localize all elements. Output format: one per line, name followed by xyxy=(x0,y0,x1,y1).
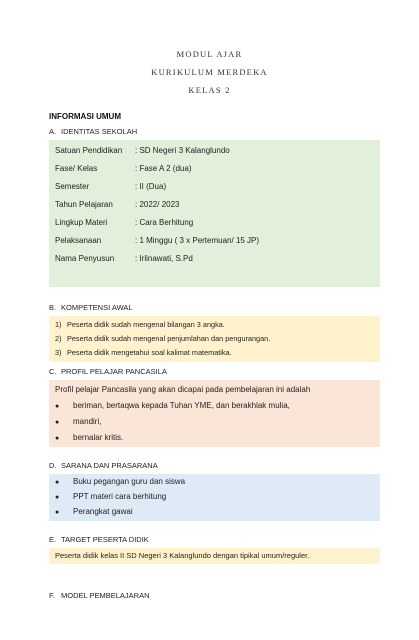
identity-value: : II (Dua) xyxy=(135,182,167,191)
list-number: 1) xyxy=(55,320,62,329)
section-d-heading xyxy=(49,461,158,470)
bullet-icon: ● xyxy=(55,419,60,426)
identity-key: Tahun Pelajaran xyxy=(55,200,113,209)
list-item xyxy=(55,318,380,332)
list-text: Peserta didik mengetahui soal kalimat matematika. xyxy=(67,348,232,357)
list-text: Perangkat gawai xyxy=(73,507,133,516)
section-c-heading xyxy=(49,367,167,376)
list-text: bernalar kritis. xyxy=(73,433,124,442)
title-line-3: KELAS 2 xyxy=(188,85,231,95)
list-text: Peserta didik sudah mengenal penjumlahan dan pengurangan. xyxy=(67,334,271,343)
identity-row xyxy=(49,250,380,268)
list-number: 3) xyxy=(55,348,62,357)
list-item xyxy=(55,332,380,346)
section-f-heading xyxy=(49,591,150,600)
list-item xyxy=(55,504,380,519)
document-title xyxy=(0,45,419,99)
identity-row xyxy=(49,178,380,196)
section-f-title: MODEL PEMBELAJARAN xyxy=(61,591,150,600)
list-item xyxy=(55,398,380,414)
list-text: beriman, bertaqwa kepada Tuhan YME, dan berakhlak mulia, xyxy=(73,401,290,410)
list-item xyxy=(55,430,380,446)
list-text: Peserta didik sudah mengenal bilangan 3 angka. xyxy=(67,320,225,329)
section-e-title: TARGET PESERTA DIDIK xyxy=(61,535,149,544)
competency-list xyxy=(49,316,380,362)
list-text: PPT materi cara berhitung xyxy=(73,492,167,501)
title-line-1: MODUL AJAR xyxy=(176,49,243,59)
section-c-letter: C. xyxy=(49,367,57,376)
identity-value: : Cara Berhitung xyxy=(135,218,194,227)
section-c-title: PROFIL PELAJAR PANCASILA xyxy=(61,367,167,376)
identity-value: : SD Negeri 3 Kalanglundo xyxy=(135,146,230,155)
bullet-icon: ● xyxy=(55,479,60,486)
section-a-title: IDENTITAS SEKOLAH xyxy=(61,127,138,136)
profile-intro: Profil pelajar Pancasila yang akan dicapai pada pembelajaran ini adalah xyxy=(55,385,311,394)
section-e-heading xyxy=(49,535,149,544)
list-text: mandiri, xyxy=(73,417,102,426)
bullet-icon: ● xyxy=(55,435,60,442)
identity-table xyxy=(49,140,380,287)
identity-value: : Fase A 2 (dua) xyxy=(135,164,192,173)
section-f-letter: F. xyxy=(49,591,55,600)
identity-key: Semester xyxy=(55,182,90,191)
identity-key: Nama Penyusun xyxy=(55,254,115,263)
list-item xyxy=(55,474,380,489)
identity-row xyxy=(49,142,380,160)
identity-row xyxy=(49,160,380,178)
list-text: Buku pegangan guru dan siswa xyxy=(73,477,186,486)
identity-value: : Irlinawati, S.Pd xyxy=(135,254,193,263)
section-b-letter: B. xyxy=(49,303,57,312)
section-b-title: KOMPETENSI AWAL xyxy=(61,303,133,312)
identity-row xyxy=(49,196,380,214)
bullet-icon: ● xyxy=(55,509,60,516)
identity-value: : 1 Minggu ( 3 x Pertemuan/ 15 JP) xyxy=(135,236,260,245)
identity-row xyxy=(49,232,380,250)
identity-value: : 2022/ 2023 xyxy=(135,200,180,209)
identity-key: Lingkup Materi xyxy=(55,218,108,227)
title-line-2: KURIKULUM MERDEKA xyxy=(151,67,268,77)
section-a-heading xyxy=(49,127,137,136)
section-d-letter: D. xyxy=(49,461,57,470)
identity-row xyxy=(49,214,380,232)
facilities-box xyxy=(49,474,380,521)
target-box: Peserta didik kelas II SD Negeri 3 Kalanglundo dengan tipikal umum/reguler. xyxy=(49,548,380,564)
info-heading: INFORMASI UMUM xyxy=(49,112,121,121)
bullet-icon: ● xyxy=(55,494,60,501)
list-item xyxy=(55,346,380,360)
section-a-letter: A. xyxy=(49,127,57,136)
section-d-title: SARANA DAN PRASARANA xyxy=(61,461,158,470)
profile-box xyxy=(49,380,380,447)
bullet-icon: ● xyxy=(55,403,60,410)
list-number: 2) xyxy=(55,334,62,343)
identity-key: Satuan Pendidikan xyxy=(55,146,123,155)
identity-key: Fase/ Kelas xyxy=(55,164,98,173)
section-e-letter: E. xyxy=(49,535,57,544)
list-item xyxy=(55,414,380,430)
identity-key: Pelaksanaan xyxy=(55,236,102,245)
list-item xyxy=(55,489,380,504)
section-b-heading xyxy=(49,303,133,312)
